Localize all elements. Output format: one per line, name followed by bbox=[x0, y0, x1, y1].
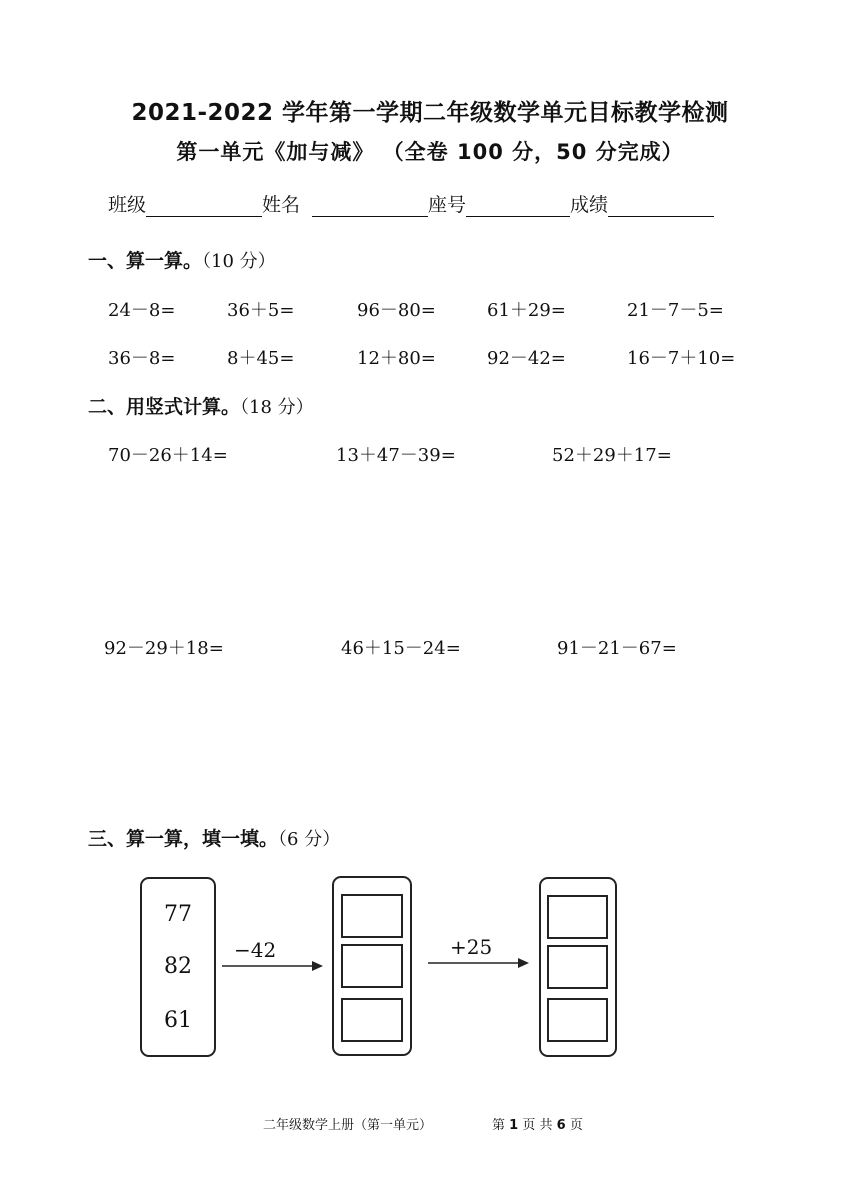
answer-blank[interactable] bbox=[547, 895, 608, 939]
page-subtitle: 第一单元《加与减》 （全卷 100 分，50 分完成） bbox=[176, 140, 684, 164]
name-blank[interactable] bbox=[312, 194, 428, 217]
footer-page-prefix: 第 bbox=[492, 1118, 506, 1133]
problem: 46＋15－24= bbox=[341, 638, 461, 659]
problem: 61＋29= bbox=[487, 300, 566, 321]
section-1-heading bbox=[88, 246, 276, 273]
answer-blank[interactable] bbox=[547, 945, 608, 989]
problem: 36－8= bbox=[108, 348, 176, 369]
problem: 91－21－67= bbox=[557, 638, 677, 659]
problem: 24－8= bbox=[108, 300, 176, 321]
number-value: 61 bbox=[164, 1008, 192, 1033]
arrow-right-icon bbox=[428, 955, 532, 971]
problem: 12＋80= bbox=[357, 348, 436, 369]
score-label: 成绩 bbox=[570, 194, 609, 216]
problem: 92－29＋18= bbox=[104, 638, 224, 659]
score-blank[interactable] bbox=[608, 194, 714, 217]
section-1-title: 一、算一算。 bbox=[88, 250, 203, 272]
problem: 13＋47－39= bbox=[336, 445, 456, 466]
footer-page-info bbox=[492, 1114, 583, 1133]
footer-book: 二年级数学上册（第一单元） bbox=[263, 1118, 433, 1133]
name-label: 姓名 bbox=[262, 194, 301, 216]
number-value: 82 bbox=[164, 954, 192, 979]
seat-blank[interactable] bbox=[466, 194, 570, 217]
problem: 8＋45= bbox=[227, 348, 295, 369]
problem: 36＋5= bbox=[227, 300, 295, 321]
problem: 70－26＋14= bbox=[108, 445, 228, 466]
footer-page-number: 1 bbox=[509, 1118, 519, 1133]
footer-page-suffix: 页 bbox=[569, 1118, 583, 1133]
section-2-points: （18 分） bbox=[240, 397, 314, 418]
answer-blank[interactable] bbox=[547, 998, 608, 1042]
student-info-line bbox=[108, 190, 714, 217]
page-title: 2021-2022 学年第一学期二年级数学单元目标教学检测 bbox=[131, 100, 729, 126]
section-3-heading bbox=[88, 824, 340, 851]
seat-label: 座号 bbox=[428, 194, 467, 216]
section-2-title: 二、用竖式计算。 bbox=[88, 396, 241, 418]
section-2-heading bbox=[88, 392, 314, 419]
answer-blank[interactable] bbox=[341, 998, 403, 1042]
problem: 92－42= bbox=[487, 348, 566, 369]
section-3-points: （6 分） bbox=[278, 829, 341, 850]
class-blank[interactable] bbox=[146, 194, 262, 217]
problem: 16－7＋10= bbox=[627, 348, 736, 369]
class-label: 班级 bbox=[108, 194, 147, 216]
problem: 21－7－5= bbox=[627, 300, 724, 321]
answer-blank[interactable] bbox=[341, 944, 403, 988]
section-1-points: （10 分） bbox=[202, 251, 276, 272]
problem: 96－80= bbox=[357, 300, 436, 321]
footer-page-mid: 页 共 bbox=[522, 1118, 553, 1133]
section-3-title: 三、算一算，填一填。 bbox=[88, 828, 279, 850]
number-value: 77 bbox=[164, 902, 192, 927]
arrow-right-icon bbox=[222, 958, 326, 974]
operation-label-2: +25 bbox=[450, 935, 493, 959]
problem: 52＋29＋17= bbox=[552, 445, 672, 466]
operation-label-1: −42 bbox=[234, 938, 277, 962]
answer-blank[interactable] bbox=[341, 894, 403, 938]
footer-page-total: 6 bbox=[556, 1118, 566, 1133]
